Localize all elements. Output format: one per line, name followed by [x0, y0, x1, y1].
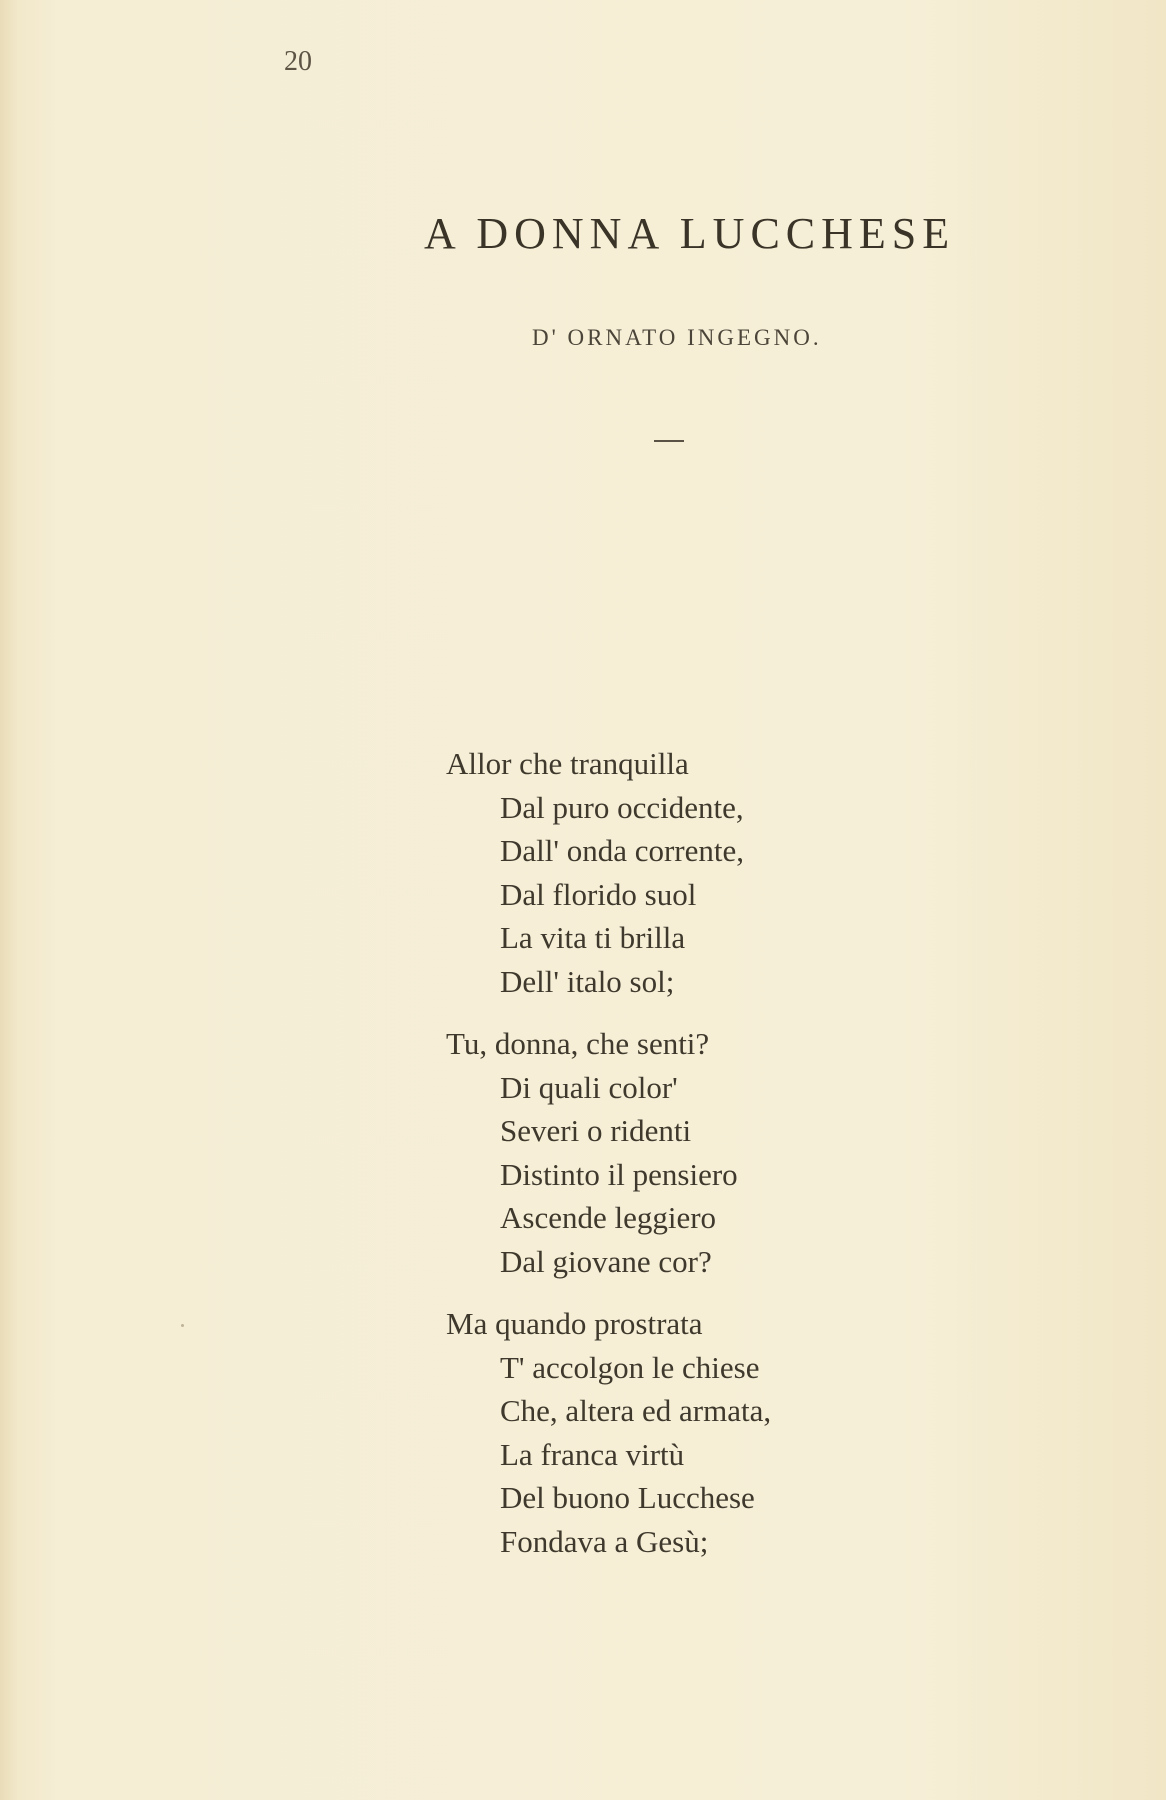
poem-line: Dell' italo sol; — [500, 963, 675, 999]
poem-title: A DONNA LUCCHESE — [424, 209, 956, 258]
poem-line: Dal puro occidente, — [500, 789, 744, 825]
stanza-2 — [446, 1022, 926, 1283]
poem-line: Dal giovane cor? — [500, 1243, 712, 1279]
stanza-1 — [446, 742, 926, 1003]
poem-line: Di quali color' — [500, 1069, 678, 1105]
poem-line: Distinto il pensiero — [500, 1156, 738, 1192]
poem-line: Fondava a Gesù; — [500, 1523, 709, 1559]
poem-subtitle: D' ORNATO INGEGNO. — [532, 325, 822, 350]
poem-line: Allor che tranquilla — [446, 746, 689, 781]
poem-line: T' accolgon le chiese — [500, 1349, 760, 1385]
poem-line: Del buono Lucchese — [500, 1480, 755, 1515]
paper-speck — [181, 1324, 184, 1327]
poem-line: Ma quando prostrata — [446, 1306, 703, 1341]
poem-line: Tu, donna, che senti? — [446, 1026, 710, 1061]
poem-body — [446, 742, 926, 1582]
poem-line: Severi o ridenti — [500, 1113, 692, 1148]
stanza-3 — [446, 1302, 926, 1563]
poem-line: Ascende leggiero — [500, 1200, 717, 1235]
poem-line: Dal florido suol — [500, 876, 697, 912]
poem-line: Che, altera ed armata, — [500, 1393, 772, 1428]
poem-line: Dall' onda corrente, — [500, 833, 745, 868]
poem-line: La franca virtù — [500, 1436, 685, 1472]
poem-line: La vita ti brilla — [500, 920, 686, 955]
title-divider — [654, 440, 684, 442]
page-number: 20 — [284, 46, 312, 77]
